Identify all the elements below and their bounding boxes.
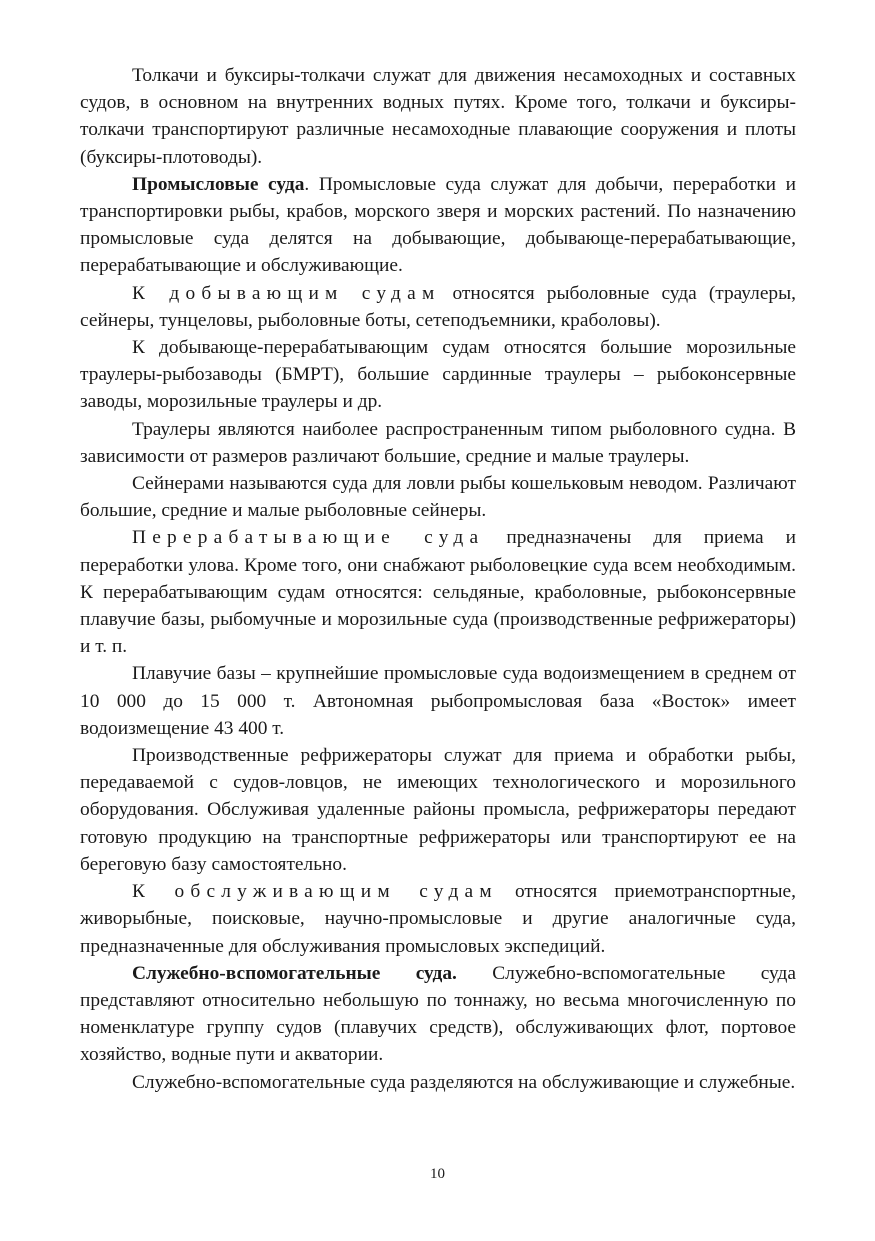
paragraph-3 [80, 280, 796, 334]
paragraph-6 [80, 470, 796, 524]
paragraph-1 [80, 62, 796, 171]
paragraph-text: Производственные рефрижераторы служат для приема и обработки рыбы, передаваемой с судов-ловцов, не имеющих технологического и морозильного оборудования. Обслуживая удаленные районы промысла, рефрижераторы передают готовую продукцию на транспортные рефрижераторы или транспортируют ее на береговую базу самостоятельно. [80, 745, 796, 875]
paragraph-text: относятся приемотранспортные, живорыбные, поисковые, научно-промысловые и другие аналогичные суда, предназначенные для обслуживания промысловых экспедиций. [80, 881, 796, 957]
paragraph-2 [80, 171, 796, 280]
paragraph-10 [80, 878, 796, 960]
paragraph-text: Плавучие базы – крупнейшие промысловые суда водоизмещением в среднем от 10 000 до 15 000 т. Автономная рыбопромысловая база «Восток» имеет водоизмещение 43 400 т. [80, 663, 796, 739]
paragraph-text: . Промысловые суда служат для добычи, переработки и транспортировки рыбы, крабов, морского зверя и морских растений. По назначению промысловые суда делятся на добывающие, добывающе-перерабатывающие, перерабатывающие и обслуживающие. [80, 173, 796, 277]
spaced-term-service-vessels: К обслуживающим судам [132, 881, 498, 903]
spaced-term-processing-vessels: Перерабатывающие суда [132, 527, 485, 549]
heading-auxiliary-vessels: Служебно-вспомогательные суда. [132, 962, 457, 984]
paragraph-text: Траулеры являются наиболее распространенным типом рыболовного судна. В зависимости от размеров различают большие, средние и малые траулеры. [80, 418, 796, 467]
paragraph-4 [80, 334, 796, 416]
paragraph-text: Сейнерами называются суда для ловли рыбы кошельковым неводом. Различают большие, средние и малые рыболовные сейнеры. [80, 473, 796, 522]
paragraph-11 [80, 960, 796, 1069]
paragraph-5 [80, 416, 796, 470]
paragraph-text: предназначены для приема и переработки улова. Кроме того, они снабжают рыболовецкие суда всем необходимым. К перерабатывающим судам относятся: сельдяные, краболовные, рыбоконсервные плавучие базы, рыбомучные и морозильные суда (производственные рефрижераторы) и т. п. [80, 527, 796, 658]
paragraph-text: К добывающе-перерабатывающим судам относятся большие морозильные траулеры-рыбозаводы (БМРТ), большие сардинные траулеры – рыбоконсервные заводы, морозильные траулеры и др. [80, 337, 796, 413]
paragraph-7 [80, 524, 796, 660]
heading-fishing-vessels: Промысловые суда [132, 173, 305, 195]
paragraph-text: Служебно-вспомогательные суда представляют относительно небольшую по тоннажу, но весьма многочисленную по номенклатуре группу судов (плавучих средств), обслуживающих флот, портовое хозяйство, водные пути и акватории. [80, 962, 796, 1066]
paragraph-8 [80, 660, 796, 742]
paragraph-12 [80, 1069, 796, 1096]
spaced-term-mining-vessels: К добывающим судам [132, 282, 441, 304]
paragraph-text: относятся рыболовные суда (траулеры, сейнеры, тунцеловы, рыболовные боты, сетеподъемники, краболовы). [80, 282, 796, 331]
page-number: 10 [430, 1166, 445, 1182]
paragraph-text: Служебно-вспомогательные суда разделяются на обслуживающие и служебные. [132, 1071, 796, 1093]
paragraph-text: Толкачи и буксиры-толкачи служат для движения несамоходных и составных судов, в основном на внутренних водных путях. Кроме того, толкачи и буксиры-толкачи транспортируют различные несамоходные плавающие сооружения и плоты (буксиры-плотоводы). [80, 65, 796, 168]
paragraph-9 [80, 742, 796, 878]
page-body [80, 62, 796, 1096]
